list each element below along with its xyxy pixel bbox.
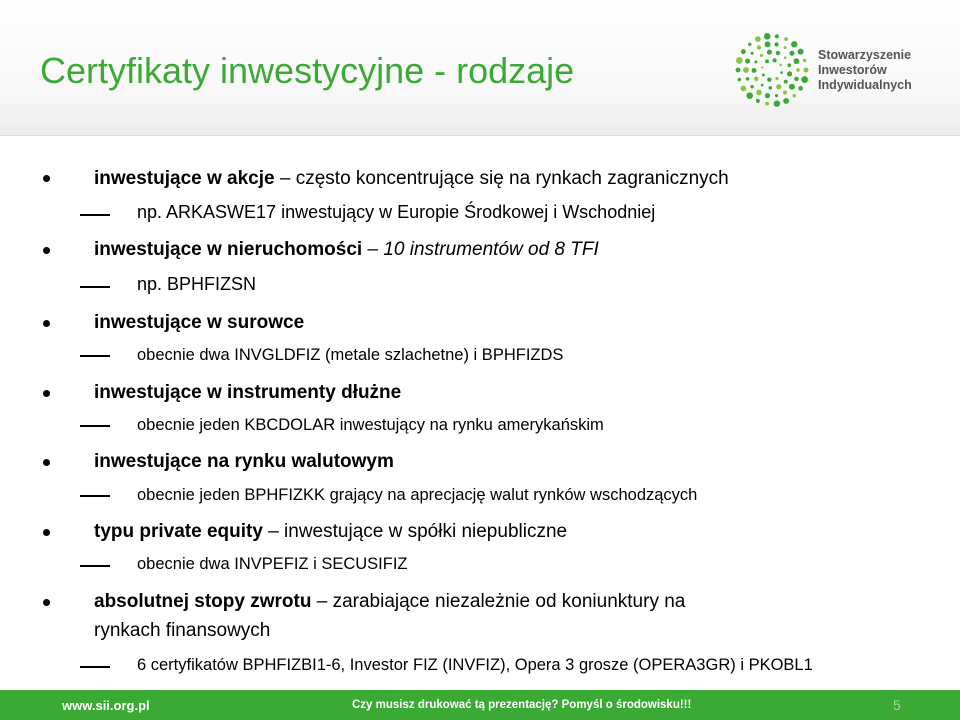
list-item-4 <box>94 379 401 404</box>
slide-footer <box>0 690 960 720</box>
sub-item-3: obecnie dwa INVGLDFIZ (metale szlachetne) i BPHFIZDS <box>137 346 564 364</box>
item-4-bold: inwestujące w instrumenty dłużne <box>94 382 402 403</box>
item-2-rest: – 10 instrumentów od 8 TFI <box>362 239 599 260</box>
footer-message: Czy musisz drukować tą prezentację? Pomyśl o środowisku!!! <box>352 699 692 711</box>
dash-icon <box>80 214 110 216</box>
item-7-rest-line-2: rynkach finansowych <box>94 620 271 641</box>
logo-line-2: Inwestorów <box>818 63 887 77</box>
sub-item-7: 6 certyfikatów BPHFIZBI1-6, Investor FIZ (INVFIZ), Opera 3 grosze (OPERA3GR) i PKOBL1 <box>137 656 813 674</box>
footer-url: www.sii.org.pl <box>62 698 150 713</box>
list-item-1 <box>94 165 729 190</box>
sub-item-6: obecnie dwa INVPEFIZ i SECUSIFIZ <box>137 555 408 573</box>
logo-line-3: Indywidualnych <box>818 78 912 92</box>
item-6-rest: – inwestujące w spółki niepubliczne <box>262 521 568 542</box>
dash-icon <box>80 666 110 668</box>
list-item-2 <box>94 236 599 261</box>
logo-line-1: Stowarzyszenie <box>818 48 912 62</box>
bullet-icon <box>43 529 50 536</box>
dash-icon <box>80 425 110 427</box>
item-6-bold: typu private equity <box>94 521 263 542</box>
item-5-bold: inwestujące na rynku walutowym <box>94 451 394 472</box>
list-item-3 <box>94 309 304 334</box>
dash-icon <box>80 495 110 497</box>
sub-item-5: obecnie jeden BPHFIZKK grający na aprecjację walut rynków wschodzących <box>137 486 698 504</box>
bullet-icon <box>43 599 50 606</box>
bullet-icon <box>43 320 50 327</box>
item-1-rest: – często koncentrujące się na rynkach zagranicznych <box>274 168 729 189</box>
slide-title: Certyfikaty inwestycyjne - rodzaje <box>40 50 575 91</box>
sub-item-4: obecnie jeden KBCDOLAR inwestujący na rynku amerykańskim <box>137 416 604 434</box>
item-2-bold: inwestujące w nieruchomości <box>94 239 363 260</box>
dash-icon <box>80 286 110 288</box>
bullet-icon <box>43 175 50 182</box>
page-number: 5 <box>893 697 901 713</box>
item-7-bold: absolutnej stopy zwrotu <box>94 591 312 612</box>
bullet-icon <box>43 390 50 397</box>
bullet-icon <box>43 247 50 254</box>
bullet-icon <box>43 459 50 466</box>
item-7-rest: – zarabiające niezależnie od koniunktury na <box>311 591 686 612</box>
dash-icon <box>80 565 110 567</box>
item-1-bold: inwestujące w akcje <box>94 168 275 189</box>
list-item-7 <box>94 588 685 613</box>
list-item-5 <box>94 448 394 473</box>
sub-item-2: np. BPHFIZSN <box>137 274 257 294</box>
list-item-6 <box>94 518 567 543</box>
dash-icon <box>80 355 110 357</box>
item-3-bold: inwestujące w surowce <box>94 312 305 333</box>
sub-item-1: np. ARKASWE17 inwestujący w Europie Środkowej i Wschodniej <box>137 202 656 222</box>
